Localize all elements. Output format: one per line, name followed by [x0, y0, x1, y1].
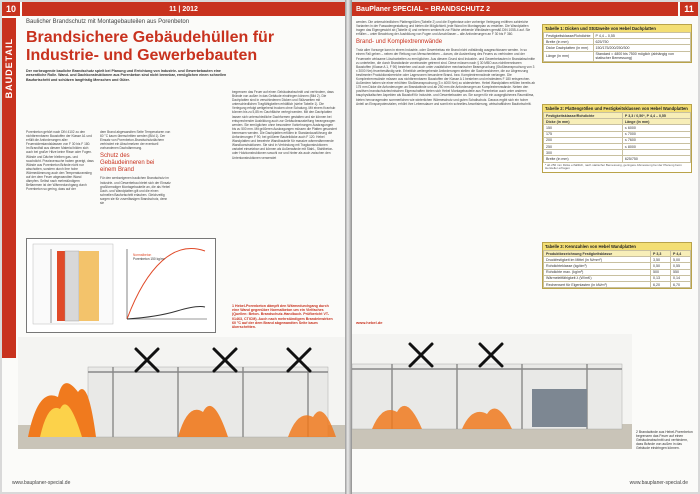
table-cell: ≤ 7600 [622, 137, 690, 143]
table-cell: P 4,4 – 0,55 [593, 33, 690, 39]
right-column-text: werden. Die unterschiedlichen Plattengrößen (Tabelle 2) und die Ergebnisse oder vorherige Verlegung eröffnen zahlreiche Varianten in der Fassadengestaltung und bieten die Möglichkeit, jede Wand im Montageplan zu erstellen. Die Wandplatten tragen das Eigengewicht ab (Tabelle 4) und nehmen senkrecht zur Fläche wirkende Windlasten gemäß DIN 1055-4 auf. Sie erfüllen – unter Beachtung der Ausbildung von Fugen und Anschlüssen – alle Anforderungen an F 30 bis F 360. [356, 20, 531, 37]
table-cell: 550 [670, 269, 690, 275]
side-tab-label: BAUDETAIL [4, 38, 14, 99]
table-cell: Dicke (in mm) [544, 119, 623, 125]
table-cell: 0,50 [651, 263, 671, 269]
table-cell: 200 [544, 137, 623, 143]
table-3 [542, 242, 692, 289]
table-cell: Länge (in mm) [544, 51, 594, 61]
article-headline: Brandsichere Gebäudehüllen für Industrie- und Gewerbebauten [26, 29, 275, 64]
right-text-column [356, 20, 536, 320]
right-column-text-2: Trotz aller Vorsorge kann in einem Industrie- oder Gewerbebau ein Brand nicht vollständig ausgeschlossen werden. In so einem Fall gehen – neben der Rettung von Menschenleben – darum, die Ausbreitung des Feuers zu verhindern und der Feuerwehr wirksame Löscharbeiten zu ermöglichen. Aus diesem Grund sind Industrie- und Gewerbebauten in Brandabschnitte zu unterteilen, die durch Brandwände voneinander getrennt sind. Diese müssen nach § 30 MBO aus nichtbrennbaren Baustoffen (Klasse A 1, F 90) bestehen und auch unter zusätzlicher mechanischer Beanspruchung (Stoßbeanspruchung von 3 x 3000 Nm) feuerbeständig sein. Erheblich weitergehende Anforderungen stellen die Sachversicherer, die zur Abgrenzung bestimmter Produktionsbereiche oder Lagerzonen besondere Brand- bzw. Komplextrennwände verlangen. Die Komplextrennwände müssen aus nichtbrennbaren Baustoffen der Klasse A 1 bestehen und mindestens F 180 entsprechen. Außerdem haben sie einer erhöhten Stoßbeanspruchung (3 x 4000 Nm) zu widerstehen. Hebel Wandplatten erfüllen bereits ab 175 mm Dicke die Anforderungen an Brandwände und ab 250 mm die Anforderungen an Komplextrennwände. Neben den positiven brandschutztechnischen Eigenschaften bieten sich Hebel Montagebauteile aus Porenbeton auch unter anderen bauphysikalischen Aspekten als Baustoff für Industrie- und Gewerbebauten an. Sie sorgen für ein ausgeglichenes Raumklima, bieten hervorragenden sommerlichen wie winterlichen Wärmeschutz und guten Schallschutz. Daraus ergibt sich ein hoher Anteil an Einsparpotenzialen, erhöht ihre Lebensdauer und somit ein schnelles Amortisierung, wirtschaftlichen Baufortschritt. [356, 48, 536, 106]
table-cell: 500 [651, 269, 671, 275]
table-2-grid [543, 112, 691, 163]
table-cell: 150/175/200/250/300 [593, 45, 690, 51]
table-cell: 150 [544, 125, 623, 131]
table-1-grid [543, 32, 691, 62]
table-cell: ≤ 8000 [622, 143, 690, 149]
table-cell: 300 [544, 150, 623, 156]
table-cell: P 3,3 / 0,50*, P 4,4 – 0,55 [622, 113, 690, 119]
header-issue: 11 | 2012 [169, 5, 198, 13]
legend-porenbeton: Porenbeton 150 kg/m³ [133, 257, 165, 261]
fire-photo-svg [18, 337, 345, 449]
chart-svg [27, 239, 215, 332]
table-cell: Festigkeitsklasse/Rohdichte [544, 33, 594, 39]
table-cell: Wärmeleitfähigkeit λ (W/mK) [544, 275, 651, 281]
column-2 [100, 130, 172, 234]
table-cell: Dicke Dachplatten (in mm) [544, 45, 594, 51]
table-cell: Standard = 4800 bis 7500 möglich (abhängig von statischer Bemessung) [593, 51, 690, 61]
table-cell: ≤ 7000 [622, 131, 690, 137]
table-cell: 5,00 [670, 257, 690, 263]
table-cell: 6,70 [670, 281, 690, 287]
table-cell: 0,55 [670, 263, 690, 269]
side-tab [2, 18, 16, 358]
page-number-right: 11 [680, 2, 698, 16]
table-cell: Breite (in mm) [544, 156, 623, 162]
table-2-note: * ab 250 mm Dicke erhältlich, nach statischer Bemessung, geringere Abmessung bei der Planung beim Hersteller erfragen [543, 163, 691, 172]
chart-legend [133, 253, 165, 261]
table-cell: 6,20 [651, 281, 671, 287]
table-cell: Festigkeitsklasse/Rohdichte [544, 113, 623, 119]
page-number-left: 10 [2, 2, 20, 16]
fire-test-photo-right [352, 334, 632, 449]
table-cell: Länge (in mm) [622, 119, 690, 125]
table-cell: Druckfestigkeit im Mittel (in N/mm²) [544, 257, 651, 263]
table-row [544, 281, 691, 287]
table-cell: 250 [544, 143, 623, 149]
figure-1-chart [26, 238, 216, 333]
column-2-subhead: Schutz des Gebäudeinneren bei einem Brand [100, 153, 155, 174]
left-page [2, 2, 345, 492]
table-cell: 625/750 [593, 39, 690, 45]
table-3-title: Tabelle 3: Kennzahlen von Hebel Wandplatten [543, 243, 691, 250]
table-2 [542, 104, 692, 173]
column-2-text-2: Für den werkseigenen baulichen Brandschutz im Industrie- und Gewerbebau bietet sich der Einsatz großformatiger Montagebauteile an, die als Hebel Dach- und Wandplatten gilt und die einen schnellen Baufortschritt erlauben. Gleichzeitig sorgen sie für zuverlässigen Brandschutz, denn sie [100, 176, 171, 206]
fire-photo-right-svg [352, 334, 632, 449]
fire-test-photo [18, 337, 345, 449]
table-cell: Breite (in mm) [544, 39, 594, 45]
table-cell: 0,14 [670, 275, 690, 281]
table-cell: Rohdichte max. (kg/m³) [544, 269, 651, 275]
page-gutter [345, 0, 352, 494]
column-1: Porenbeton gehört nach DIN 4102 zu den nichtbrennbaren Baustoffen der Klasse A1 und erfüllt die Anforderungen aller Feuerwiderstandsklassen von F 30 bis F 180. Im Brandfall aus diesem Material bilden sich auch bei großer Hitze keine Risse oder Fugen. Wände und Dächer bleiben gas- und rauchdicht. Praxisversuche haben gezeigt, dass Wände aus Porenbeton Brände nicht nur abschotten, sondern durch ihre hohe Wärmedämmung auch den Temperaturanstieg auf der dem Feuer abgewandten Wand dämpfen. Selbst nach mehrstündigem Beflammen ist der Wärmedurchgang durch Porenbeton so gering, dass auf der [26, 130, 94, 192]
table-row [544, 156, 691, 162]
table-cell: Produktbezeichnung Festigkeitsklasse [544, 251, 651, 257]
column-3: begrenzen das Feuer auf einen Gebäudeabschnitt und verhindern, dass Brände von außen in das Gebäude eindringen können (Bild 2). Die Dachplatten sind in verschiedenen Dicken und Stützweiten mit unterschiedlichen Tragfähigkeiten erhältlich (siehe Tabelle 1). Die Verlegung erfolgt weitgehend trocken ohne Schalung. Mit einem Kranhub können bis zu 5,85 m² Dachfläche verlegt werden. Mit den Dachplatten lassen sich unterschiedliche Dachformen gestalten und sie können bei entsprechender Ausbildung auch zur Gebäudeaussteifung herangezogen werden. Sie ermöglichen ohne besondere Vorkehrungen Auskragungen bis zu 500 mm. Mit größeren Auskragungen müssen die Platten gesondert bemessen werden. Die Dachplatten erfüllen in Standardausführung die Anforderungen F 90, bei größerer Bauteildicke auch F 120. Hebel Wandplatten und bewehrte Wandbauteile für massive wärmedämmende Wandkonstruktionen. Sie sind in Verbindung mit Tragkonstruktionen variabel einsetzbar und können als Außenwände mit Stahl-, Stahlbeton- oder Holzkonstruktionen sowohl vor und hinter als auch zwischen den Unterkonstruktionen verwendet [232, 90, 337, 160]
table-cell: 625/750 [622, 156, 690, 162]
article-lead: Der vorbeugende bauliche Brandschutz spielt bei Planung und Errichtung von Industrie- und Gewerbebauten eine wesentliche Rolle. Wand- und Dachkonstruktionen aus Porenbeton sind nicht brennbar, ermöglichen einen schnellen Baufortschritt und schützen langfristig Menschen und Güter. [26, 69, 227, 82]
header-bar-right [352, 2, 678, 16]
table-cell: P 4,4 [670, 251, 690, 257]
article-kicker: Baulicher Brandschutz mit Montagebauteilen aus Porenbeton [26, 19, 190, 25]
header-bar-left [22, 2, 345, 16]
table-cell: P 3,3 [651, 251, 671, 257]
footer-right[interactable]: www.bauplaner-special.de [629, 480, 688, 486]
table-3-grid [543, 250, 691, 288]
table-cell: 175 [544, 131, 623, 137]
right-page [352, 2, 698, 492]
table-1-title: Tabelle 1: Dicken und Stützweite von Hebel Dachplatten [543, 25, 691, 32]
table-row [544, 51, 691, 61]
header-magazine: BauPlaner SPECIAL – BRANDSCHUTZ 2 [356, 5, 491, 13]
chart-left-panel [33, 244, 113, 324]
table-cell: 0,13 [651, 275, 671, 281]
table-cell: Rechenwert für Eigenlasten (in kN/m³) [544, 281, 651, 287]
table-1 [542, 24, 692, 63]
legend-normalbeton: Normalbeton [133, 253, 152, 257]
table-cell: Rohdichteklasse (kg/dm³) [544, 263, 651, 269]
hebel-link[interactable]: www.hebel.de [356, 320, 383, 325]
table-cell: 3,50 [651, 257, 671, 263]
figure-1-caption: 1 Hebel-Porenbeton dämpft den Wärmedurchgang durch eine Wand gegenüber Normalbeton um ein Vielfaches (Quellen: Beton. Brandschutz-Handbuch. Prüfbericht VT-01463, CTICM). Auch nach mehrstündigem Brandeinwirken 60 °C auf der dem Brand abgewandten Seite kaum überschritten. [232, 304, 333, 330]
table-cell: ≤ 6000 [622, 125, 690, 131]
figure-2-caption: 2 Brandwände aus Hebel-Porenbeton begrenzen das Feuer auf einen Gebäudeabschnitt und verhindern, dass Brände von außen in das Gebäude eindringen können. [636, 430, 693, 450]
table-2-title: Tabelle 2: Plattengrößen und Festigkeitsklassen von Hebel Wandplatten [543, 105, 691, 112]
right-subhead: Brand- und Komplextrennwände [356, 39, 443, 46]
column-2-text: dem Brand abgewandten Seite Temperaturen von 60 °C kaum überschritten werden (Bild 1). Der Einsatz von Porenbeton-Brandschutzdächern verhindert ein Abschmelzen der eventuell vorhandenen Dachdämmung. [100, 130, 171, 151]
footer-left[interactable]: www.bauplaner-special.de [12, 480, 71, 486]
